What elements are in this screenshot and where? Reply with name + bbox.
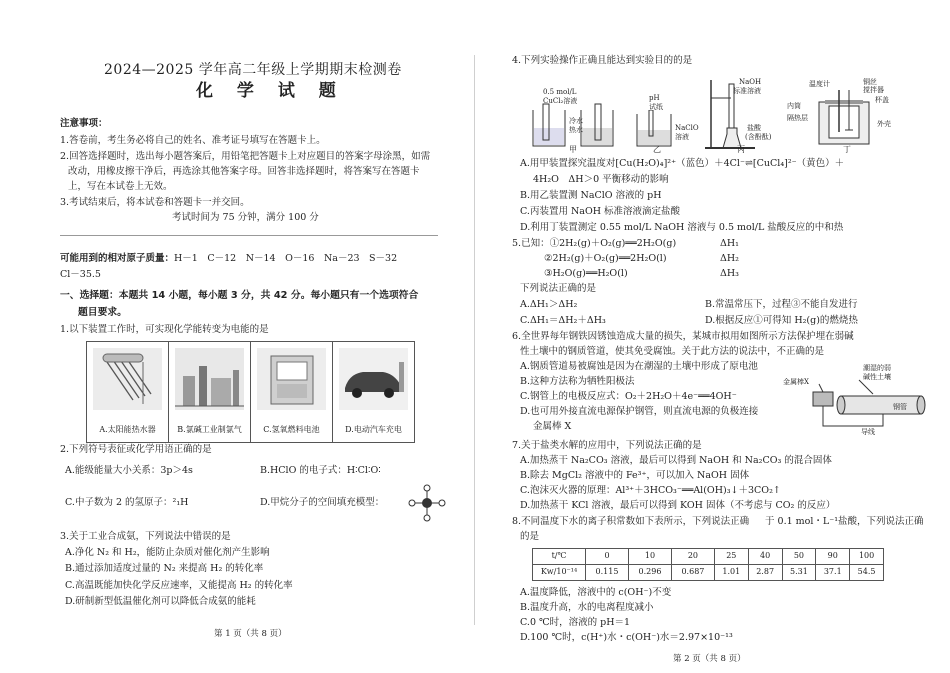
subject-title: 化 学 试 题 [196,81,345,101]
solar-heater-image [93,348,162,410]
q5-eq1: 5.已知：①2H₂(g)＋O₂(g)══2H₂O(g) [512,238,677,249]
table-cell: 25 [714,549,748,565]
table-cell: 2.87 [748,564,782,580]
note-line: 改动，用橡皮擦干净后，再选涂其他答案字母。回答非选择题时，将答案写在答题卡 [68,166,420,177]
notes-heading: 注意事项： [60,118,108,129]
q3-option-c: C.高温既能加快化学反应速率，又能提高 H₂ 的转化率 [65,580,293,591]
q1-caption-a: A.太阳能热水器 [99,425,156,435]
page-2 [475,0,950,673]
table-cell: t/℃ [533,549,586,565]
q5-eq3: ③H₂O(g)══H₂O(l) [544,268,628,279]
q6-option-c: C.钢管上的电极反应式：O₂＋2H₂O＋4e⁻══4OH⁻ [520,391,737,402]
q7-stem: 7.关于盐类水解的应用中，下列说法正确的是 [512,440,702,451]
table-cell: 0 [586,549,629,565]
table-cell: 37.1 [816,564,850,580]
q7-option-d: D.加热蒸干 KCl 溶液，最后可以得到 KOH 固体（不考虑与 CO₂ 的反应） [520,500,836,511]
q3-stem: 3.关于工业合成氨，下列说法中错误的是 [60,531,231,542]
fig-label-outer: 外壳 [877,120,891,128]
atomic-mass-label: 可能用到的相对原子质量： [60,253,175,264]
fig-label-hcl: 盐酸 [747,124,761,132]
q3-option-d: D.研制新型低温催化剂可以降低合成氨的能耗 [65,596,256,607]
q8-stem-right: 于 0.1 mol・L⁻¹盐酸，下列说法正确 [765,516,924,527]
fig-label-jia: 甲 [569,145,577,154]
note-line: 3.考试结束后，将本试卷和答题卡一并交回。 [60,197,250,208]
note-line: 1.答卷前，考生务必将自己的姓名、准考证号填写在答题卡上。 [60,135,326,146]
q2-option-a: A.能级能量大小关系：3p＞4s [65,465,193,476]
q2-option-d: D.甲烷分子的空间填充模型： [260,497,385,508]
fig-label-cucl2: CuCl₂溶液 [543,97,578,105]
q1-stem: 1.以下装置工作时，可实现化学能转变为电能的是 [60,324,269,335]
note-line: 上，写在本试卷上无效。 [68,181,173,192]
fig-label-wire: 导线 [861,428,875,436]
q6-option-d-cont: 金属棒 X [533,421,572,432]
q5-option-d: D.根据反应①可得知 H₂(g)的燃烧热 [705,315,858,326]
q8-option-b: B.温度升高，水的电离程度减小 [520,602,654,613]
fig-label-naoh2: 标准溶液 [733,87,761,95]
q7-option-b: B.除去 MgCl₂ 溶液中的 Fe³⁺，可以加入 NaOH 固体 [520,470,750,481]
table-cell: 50 [782,549,816,565]
fig-label-naoh: NaOH [739,78,762,86]
fig-label-soil2: 碱性土壤 [863,373,891,381]
q1-option-d [333,342,414,442]
kw-table-value-row [533,564,884,580]
fig-label-ding: 丁 [843,145,851,154]
fig-label-naclo: NaClO [675,124,699,132]
fig-label-stirrer2: 搅拌器 [863,86,884,94]
fig-label-pipe: 钢管 [893,403,907,411]
fig-label-naclo2: 溶液 [675,133,689,141]
atomic-mass-values: H－1 C－12 N－14 O－16 Na－23 S－32 [174,253,398,264]
q4-option-a-cont: 4H₂O ΔH＞0 平衡移动的影响 [533,174,669,185]
q8-option-c: C.0 ℃时，溶液的 pH＝1 [520,617,631,628]
pipe-protection-icon [783,364,933,442]
q4-apparatus-figure [525,72,925,154]
table-cell: 0.296 [628,564,671,580]
kw-table [532,548,884,581]
q1-figure-row [86,341,415,443]
section-heading: 一、选择题：本题共 14 小题，每小题 3 分，共 42 分。每小题只有一个选项符合 [60,290,419,301]
section-heading-cont: 题目要求。 [78,307,127,318]
fig-label-cold: 冷水 [569,117,583,125]
table-cell: Kw/10⁻¹⁴ [533,564,586,580]
atomic-mass-line [60,253,397,266]
q4-option-c: C.丙装置用 NaOH 标准溶液滴定盐酸 [520,206,681,217]
note-line: 2.回答选择题时，选出每小题答案后，用铅笔把答题卡上对应题目的答案字母涂黑，如需 [60,151,431,162]
table-cell: 1.01 [714,564,748,580]
q7-option-a: A.加热蒸干 Na₂CO₃ 溶液，最后可以得到 NaOH 和 Na₂CO₃ 的混合固体 [520,455,832,466]
fig-label-soil1: 潮湿的弱 [863,364,891,372]
time-score: 考试时间为 75 分钟，满分 100 分 [172,212,319,223]
q1-option-b [169,342,251,442]
q2-stem: 2.下列符号表征或化学用语正确的是 [60,444,212,455]
fig-label-bing: 丙 [737,145,745,154]
q6-option-d: D.也可用外接直流电源保护钢管，则直流电源的负极连接 [520,406,759,417]
methane-model-icon [408,484,446,527]
fig-label-inner: 内筒 [787,102,801,110]
kw-table-header-row [533,549,884,565]
fig-label-yi: 乙 [653,145,661,154]
fig-label-ph: pH [649,94,660,102]
q1-caption-d: D.电动汽车充电 [345,425,402,435]
q8-option-a: A.温度降低，溶液中的 c(OH⁻)不变 [520,587,672,598]
fig-label-insulation: 隔热层 [787,114,808,122]
q5-option-a: A.ΔH₁＞ΔH₂ [520,299,578,310]
table-cell: 20 [671,549,714,565]
table-cell: 40 [748,549,782,565]
fig-label-lid: 杯盖 [875,96,889,104]
q2-option-b: B.HClO 的电子式：H∶Cl∶O∶ [260,465,381,476]
q2-option-c: C.中子数为 2 的氢原子：²₁H [65,497,189,508]
fig-label-rod: 金属棒X [783,378,809,386]
q8-stem-cont: 的是 [520,531,540,542]
q5-dh1: ΔH₁ [720,238,739,249]
q5-option-c: C.ΔH₁＝ΔH₂＋ΔH₃ [520,315,606,326]
q4-option-d: D.利用丁装置测定 0.55 mol/L NaOH 溶液与 0.5 mol/L 盐酸反应的中和热 [520,222,844,233]
q6-option-b: B.这种方法称为牺牲阳极法 [520,376,635,387]
fig-label-stirrer: 铜丝 [863,78,877,86]
q7-option-c: C.泡沫灭火器的原理：Al³⁺＋3HCO₃⁻══Al(OH)₃↓＋3CO₂↑ [520,485,781,496]
fig-label-hot: 热水 [569,126,583,134]
q6-option-a: A.钢质管道易被腐蚀是因为在潮湿的土壤中形成了原电池 [520,361,758,372]
q6-stem-cont: 性土壤中的钢质管道，使其免受腐蚀。关于此方法的说法中，不正确的是 [520,346,825,357]
atomic-mass-cl: Cl－35.5 [60,269,101,280]
chlor-alkali-plant-image [175,348,244,410]
electric-car-image [339,348,408,410]
q6-stem: 6.全世界每年钢铁因锈蚀造成大量的损失，某城市拟用如图所示方法保护埋在弱碱 [512,331,854,342]
table-cell: 0.687 [671,564,714,580]
q4-option-b: B.用乙装置测 NaClO 溶液的 pH [520,190,662,201]
q5-option-b: B.常温常压下，过程③不能自发进行 [705,299,858,310]
header-divider [60,235,438,236]
table-cell: 90 [816,549,850,565]
q8-option-d: D.100 ℃时，c(H⁺)水・c(OH⁻)水＝2.97×10⁻¹³ [520,632,733,643]
page-footer: 第 1 页（共 8 页） [214,629,287,639]
q3-option-a: A.净化 N₂ 和 H₂，能防止杂质对催化剂产生影响 [65,547,270,558]
page-footer: 第 2 页（共 8 页） [673,654,746,664]
q6-figure [783,364,933,442]
table-cell: 10 [628,549,671,565]
table-cell: 0.115 [586,564,629,580]
q5-ask: 下列说法正确的是 [520,283,597,294]
fig-label-conc: 0.5 mol/L [543,88,577,96]
q5-dh3: ΔH₃ [720,268,739,279]
q3-option-b: B.通过添加适度过量的 N₂ 来提高 H₂ 的转化率 [65,563,264,574]
q5-eq2: ②2H₂(g)＋O₂(g)══2H₂O(l) [544,253,667,264]
apparatus-ding-icon [817,90,873,146]
q8-stem: 8.不同温度下水的离子积常数如下表所示，下列说法正确 [512,516,750,527]
q5-dh2: ΔH₂ [720,253,739,264]
q1-caption-b: B.氯碱工业制氯气 [177,425,242,435]
q1-option-c [251,342,333,442]
fig-label-thermometer: 温度计 [809,80,830,88]
q1-caption-c: C.氢氧燃料电池 [263,425,320,435]
fig-label-ph2: 试纸 [649,103,663,111]
fig-label-hcl2: (含酚酞) [745,133,772,141]
fuel-cell-image [257,348,326,410]
table-cell: 100 [850,549,884,565]
q1-option-a [87,342,169,442]
q4-option-a: A.用甲装置探究温度对[Cu(H₂O)₄]²⁺（蓝色）＋4Cl⁻⇌[CuCl₄]²⁻（黄色）＋ [520,158,845,169]
table-cell: 5.31 [782,564,816,580]
table-cell: 54.5 [850,564,884,580]
q4-stem: 4.下列实验操作正确且能达到实验目的的是 [512,55,693,66]
exam-title: 2024—2025 学年高二年级上学期期末检测卷 [104,62,402,78]
